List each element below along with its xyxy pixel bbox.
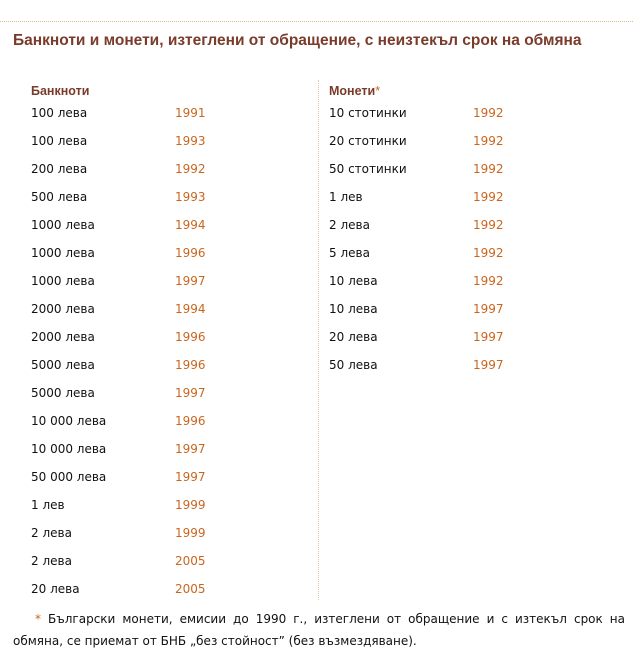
list-item <box>31 384 311 412</box>
column-divider <box>318 80 319 600</box>
item-year: 1999 <box>175 526 206 540</box>
item-year: 1993 <box>175 190 206 204</box>
item-year: 1996 <box>175 330 206 344</box>
banknotes-list <box>31 104 311 608</box>
item-year: 1993 <box>175 134 206 148</box>
title-divider <box>0 21 633 22</box>
footnote <box>13 608 625 652</box>
coins-heading <box>329 84 380 98</box>
coins-list <box>329 104 609 384</box>
list-item <box>31 356 311 384</box>
item-denomination: 200 лева <box>31 162 88 176</box>
list-item <box>31 468 311 496</box>
item-denomination: 20 лева <box>31 582 80 596</box>
banknotes-heading <box>31 84 89 98</box>
item-year: 1999 <box>175 498 206 512</box>
list-item <box>329 188 609 216</box>
item-year: 1992 <box>473 106 504 120</box>
list-item <box>329 132 609 160</box>
list-item <box>31 272 311 300</box>
item-denomination: 50 лева <box>329 358 378 372</box>
banknotes-heading-label: Банкноти <box>31 84 90 98</box>
item-year: 1992 <box>473 190 504 204</box>
item-denomination: 10 000 лева <box>31 414 107 428</box>
item-year: 1997 <box>473 302 504 316</box>
item-year: 1992 <box>473 162 504 176</box>
item-year: 1997 <box>175 470 206 484</box>
item-denomination: 2 лева <box>31 554 72 568</box>
item-denomination: 100 лева <box>31 134 88 148</box>
footnote-marker: * <box>35 612 41 626</box>
item-year: 2005 <box>175 554 206 568</box>
list-item <box>31 328 311 356</box>
coins-heading-label: Монети <box>329 84 376 98</box>
item-year: 1994 <box>175 302 206 316</box>
item-denomination: 1 лев <box>329 190 363 204</box>
item-denomination: 10 лева <box>329 302 378 316</box>
list-item <box>329 216 609 244</box>
list-item <box>31 580 311 608</box>
item-denomination: 20 стотинки <box>329 134 407 148</box>
list-item <box>31 188 311 216</box>
item-year: 2005 <box>175 582 206 596</box>
item-year: 1997 <box>473 330 504 344</box>
item-denomination: 2 лева <box>329 218 370 232</box>
item-denomination: 2000 лева <box>31 330 95 344</box>
list-item <box>31 300 311 328</box>
page-title: Банкноти и монети, изтеглени от обращение, с неизтекъл срок на обмяна <box>13 32 582 49</box>
item-denomination: 2 лева <box>31 526 72 540</box>
list-item <box>31 524 311 552</box>
list-item <box>329 244 609 272</box>
list-item <box>31 412 311 440</box>
coins-heading-marker: * <box>375 84 381 98</box>
list-item <box>329 272 609 300</box>
item-year: 1992 <box>473 246 504 260</box>
item-denomination: 50 стотинки <box>329 162 407 176</box>
item-year: 1997 <box>175 386 206 400</box>
list-item <box>31 440 311 468</box>
footnote-text: Български монети, емисии до 1990 г., изтеглени от обращение и с изтекъл срок на обмяна, се приемат от БНБ „без стойност” (без възмездяване). <box>13 612 625 648</box>
item-denomination: 10 стотинки <box>329 106 407 120</box>
item-denomination: 10 000 лева <box>31 442 107 456</box>
list-item <box>329 160 609 188</box>
list-item <box>31 160 311 188</box>
item-denomination: 1000 лева <box>31 246 95 260</box>
item-denomination: 5000 лева <box>31 358 95 372</box>
item-denomination: 20 лева <box>329 330 378 344</box>
item-denomination: 1000 лева <box>31 218 95 232</box>
item-year: 1992 <box>473 218 504 232</box>
item-denomination: 50 000 лева <box>31 470 107 484</box>
item-denomination: 1 лев <box>31 498 65 512</box>
list-item <box>31 132 311 160</box>
item-denomination: 1000 лева <box>31 274 95 288</box>
item-year: 1996 <box>175 246 206 260</box>
list-item <box>31 216 311 244</box>
item-year: 1997 <box>473 358 504 372</box>
list-item <box>31 496 311 524</box>
item-year: 1992 <box>473 134 504 148</box>
list-item <box>329 328 609 356</box>
item-year: 1992 <box>473 274 504 288</box>
item-year: 1997 <box>175 274 206 288</box>
item-denomination: 5 лева <box>329 246 370 260</box>
item-denomination: 2000 лева <box>31 302 95 316</box>
item-year: 1991 <box>175 106 206 120</box>
list-item <box>329 300 609 328</box>
item-year: 1994 <box>175 218 206 232</box>
item-denomination: 500 лева <box>31 190 88 204</box>
list-item <box>31 552 311 580</box>
item-year: 1996 <box>175 358 206 372</box>
list-item <box>31 244 311 272</box>
list-item <box>329 104 609 132</box>
list-item <box>329 356 609 384</box>
item-year: 1992 <box>175 162 206 176</box>
item-denomination: 10 лева <box>329 274 378 288</box>
item-denomination: 100 лева <box>31 106 88 120</box>
item-year: 1997 <box>175 442 206 456</box>
list-item <box>31 104 311 132</box>
item-year: 1996 <box>175 414 206 428</box>
item-denomination: 5000 лева <box>31 386 95 400</box>
